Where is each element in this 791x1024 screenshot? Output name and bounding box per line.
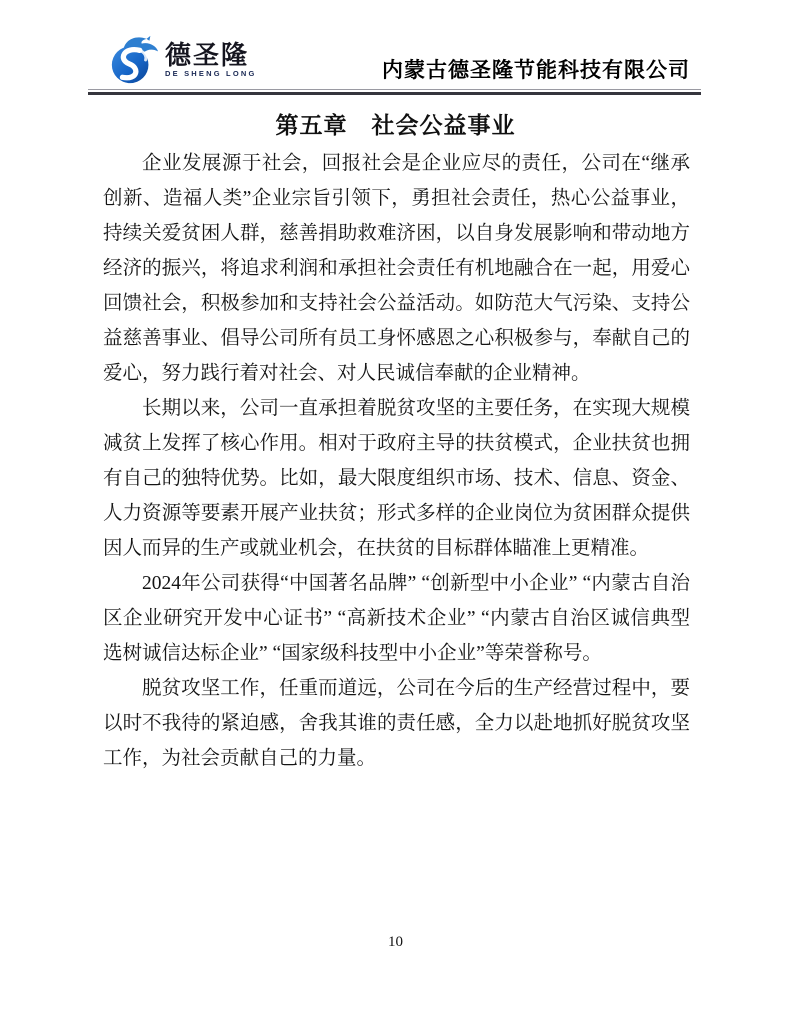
header-divider xyxy=(88,89,701,95)
logo-wordmark xyxy=(165,42,257,78)
logo-brand-en: DE SHENG LONG xyxy=(165,69,257,79)
chapter-title: 第五章 社会公益事业 xyxy=(275,113,516,138)
company-name: 内蒙古德圣隆节能科技有限公司 xyxy=(382,58,690,82)
document-body xyxy=(0,146,791,776)
logo-brand-cn: 德圣隆 xyxy=(165,40,250,71)
page-number: 10 xyxy=(388,934,403,950)
page-footer xyxy=(0,934,791,951)
paragraph-3: 2024年公司获得“中国著名品牌” “创新型中小企业” “内蒙古自治区企业研究开发中心证书” “高新技术企业” “内蒙古自治区诚信典型选树诚信达标企业” “国家级科技型中小企业”等荣誉称号。 xyxy=(103,573,690,664)
dragon-horn-shape xyxy=(147,36,151,41)
paragraph-4: 脱贫攻坚工作，任重而道远，公司在今后的生产经营过程中，要以时不我待的紧迫感，舍我其谁的责任感，全力以赴地抓好脱贫攻坚工作，为社会贡献自己的力量。 xyxy=(103,678,690,769)
dragon-s-logo-icon xyxy=(108,34,160,86)
company-logo xyxy=(108,34,257,86)
page-header xyxy=(0,0,791,89)
paragraph-2: 长期以来，公司一直承担着脱贫攻坚的主要任务，在实现大规模减贫上发挥了核心作用。相对于政府主导的扶贫模式，企业扶贫也拥有自己的独特优势。比如，最大限度组织市场、技术、信息、资金、人力资源等要素开展产业扶贫；形式多样的企业岗位为贫困群众提供因人而异的生产或就业机会，在扶贫的目标群体瞄准上更精准。 xyxy=(103,398,690,559)
paragraph-1: 企业发展源于社会，回报社会是企业应尽的责任，公司在“继承创新、造福人类”企业宗旨引领下，勇担社会责任，热心公益事业，持续关爱贫困人群，慈善捐助救难济困，以自身发展影响和带动地方经济的振兴，将追求利润和承担社会责任有机地融合在一起，用爱心回馈社会，积极参加和支持社会公益活动。如防范大气污染、支持公益慈善事业、倡导公司所有员工身怀感恩之心积极参与，奉献自己的爱心，努力践行着对社会、对人民诚信奉献的企业精神。 xyxy=(103,153,690,384)
